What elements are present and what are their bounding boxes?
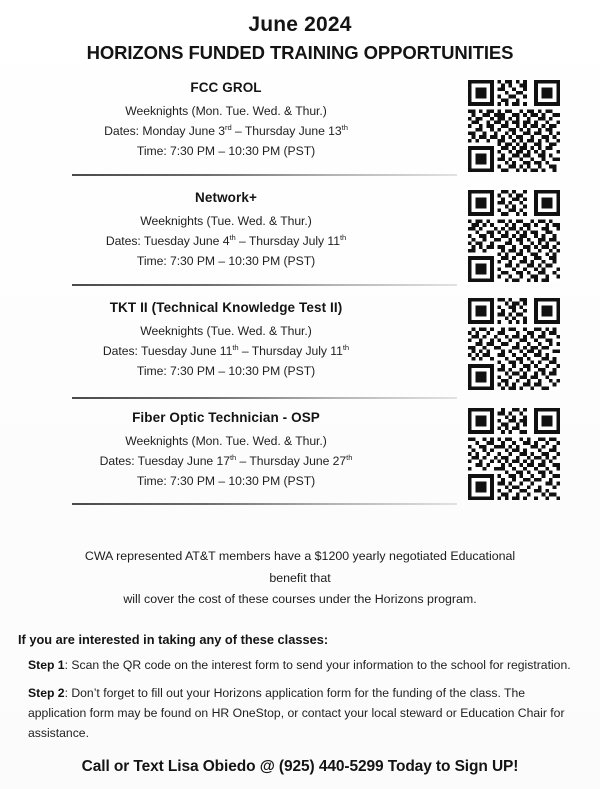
course-entry — [0, 406, 600, 516]
document-title-subtitle: HORIZONS FUNDED TRAINING OPPORTUNITIES — [86, 42, 514, 64]
steps-list — [28, 656, 573, 744]
course-dates-start: Dates: Tuesday June 17 — [99, 454, 230, 469]
qr-code-fiber-optic-osp[interactable] — [468, 408, 560, 500]
course-dates — [0, 452, 452, 472]
course-dates-start: Dates: Tuesday June 11 — [102, 344, 233, 359]
course-dates-ordinal-start: th — [232, 343, 239, 353]
course-dates-ordinal-start: th — [229, 233, 236, 243]
course-dates-end: – Thursday June 13 — [231, 124, 342, 139]
interest-heading: If you are interested in taking any of these classes: — [18, 631, 329, 647]
course-title: TKT II (Technical Knowledge Test II) — [109, 300, 343, 316]
qr-code-fcc-grol[interactable] — [468, 80, 560, 172]
qr-code-network-plus[interactable] — [468, 190, 560, 282]
course-dates-ordinal-start: rd — [225, 123, 232, 133]
course-dates-ordinal-start: th — [229, 453, 237, 463]
step-item — [28, 684, 573, 743]
benefit-line-2: will cover the cost of these courses under the Horizons program. — [123, 591, 477, 606]
step-label: Step 2 — [28, 686, 65, 701]
section-divider — [72, 503, 457, 505]
course-dates-start: Dates: Monday June 3 — [104, 124, 226, 139]
step-text: : Don’t forget to fill out your Horizons application form for the funding of the class. The application form may be found on HR OneStop, or contact your local steward or Education Chair for assistance. — [28, 686, 565, 740]
contact-footer: Call or Text Lisa Obiedo @ (925) 440-5299 Today to Sign UP! — [81, 757, 519, 775]
course-title: Fiber Optic Technician - OSP — [132, 410, 320, 426]
course-dates-ordinal-end: th — [341, 123, 348, 133]
course-weeknights: Weeknights (Mon. Tue. Wed. & Thur.) — [125, 434, 327, 449]
course-title: Network+ — [195, 190, 257, 206]
qr-code-tkt-ii[interactable] — [468, 298, 560, 390]
step-label: Step 1 — [28, 657, 65, 672]
section-divider — [72, 174, 457, 176]
section-divider — [72, 284, 457, 286]
step-item — [28, 656, 573, 676]
course-entry — [0, 76, 600, 186]
course-dates-end: – Thursday July 11 — [235, 234, 340, 249]
course-details — [0, 296, 452, 381]
course-dates-end: – Thursday July 11 — [238, 344, 343, 359]
document-title-main: June 2024 — [248, 13, 352, 36]
course-title: FCC GROL — [190, 80, 262, 96]
course-details — [0, 186, 452, 271]
course-weeknights: Weeknights (Tue. Wed. & Thur.) — [140, 324, 312, 339]
course-dates-ordinal-end: th — [342, 343, 350, 353]
benefit-line-1: CWA represented AT&T members have a $1200 yearly negotiated Educational benefit that — [84, 549, 516, 585]
document-header — [0, 0, 600, 64]
course-dates-end: – Thursday June 27 — [236, 454, 347, 469]
course-time: Time: 7:30 PM – 10:30 PM (PST) — [136, 473, 316, 488]
course-dates-ordinal-end: th — [346, 453, 353, 463]
course-list — [0, 76, 600, 516]
course-dates — [0, 342, 452, 362]
course-weeknights: Weeknights (Mon. Tue. Wed. & Thur.) — [125, 104, 327, 119]
course-dates-ordinal-end: th — [339, 233, 347, 243]
section-divider — [72, 397, 457, 399]
course-time: Time: 7:30 PM – 10:30 PM (PST) — [136, 143, 316, 158]
course-entry — [0, 296, 600, 406]
course-details — [0, 76, 452, 161]
course-details — [0, 406, 452, 491]
course-dates — [0, 122, 452, 142]
course-dates-start: Dates: Tuesday June 4 — [105, 234, 230, 249]
course-entry — [0, 186, 600, 296]
course-time: Time: 7:30 PM – 10:30 PM (PST) — [136, 363, 316, 378]
course-dates — [0, 232, 452, 252]
course-weeknights: Weeknights (Tue. Wed. & Thur.) — [140, 214, 312, 229]
benefit-statement — [65, 516, 535, 609]
step-text: : Scan the QR code on the interest form to send your information to the school for registration. — [64, 657, 571, 672]
course-time: Time: 7:30 PM – 10:30 PM (PST) — [136, 253, 316, 268]
